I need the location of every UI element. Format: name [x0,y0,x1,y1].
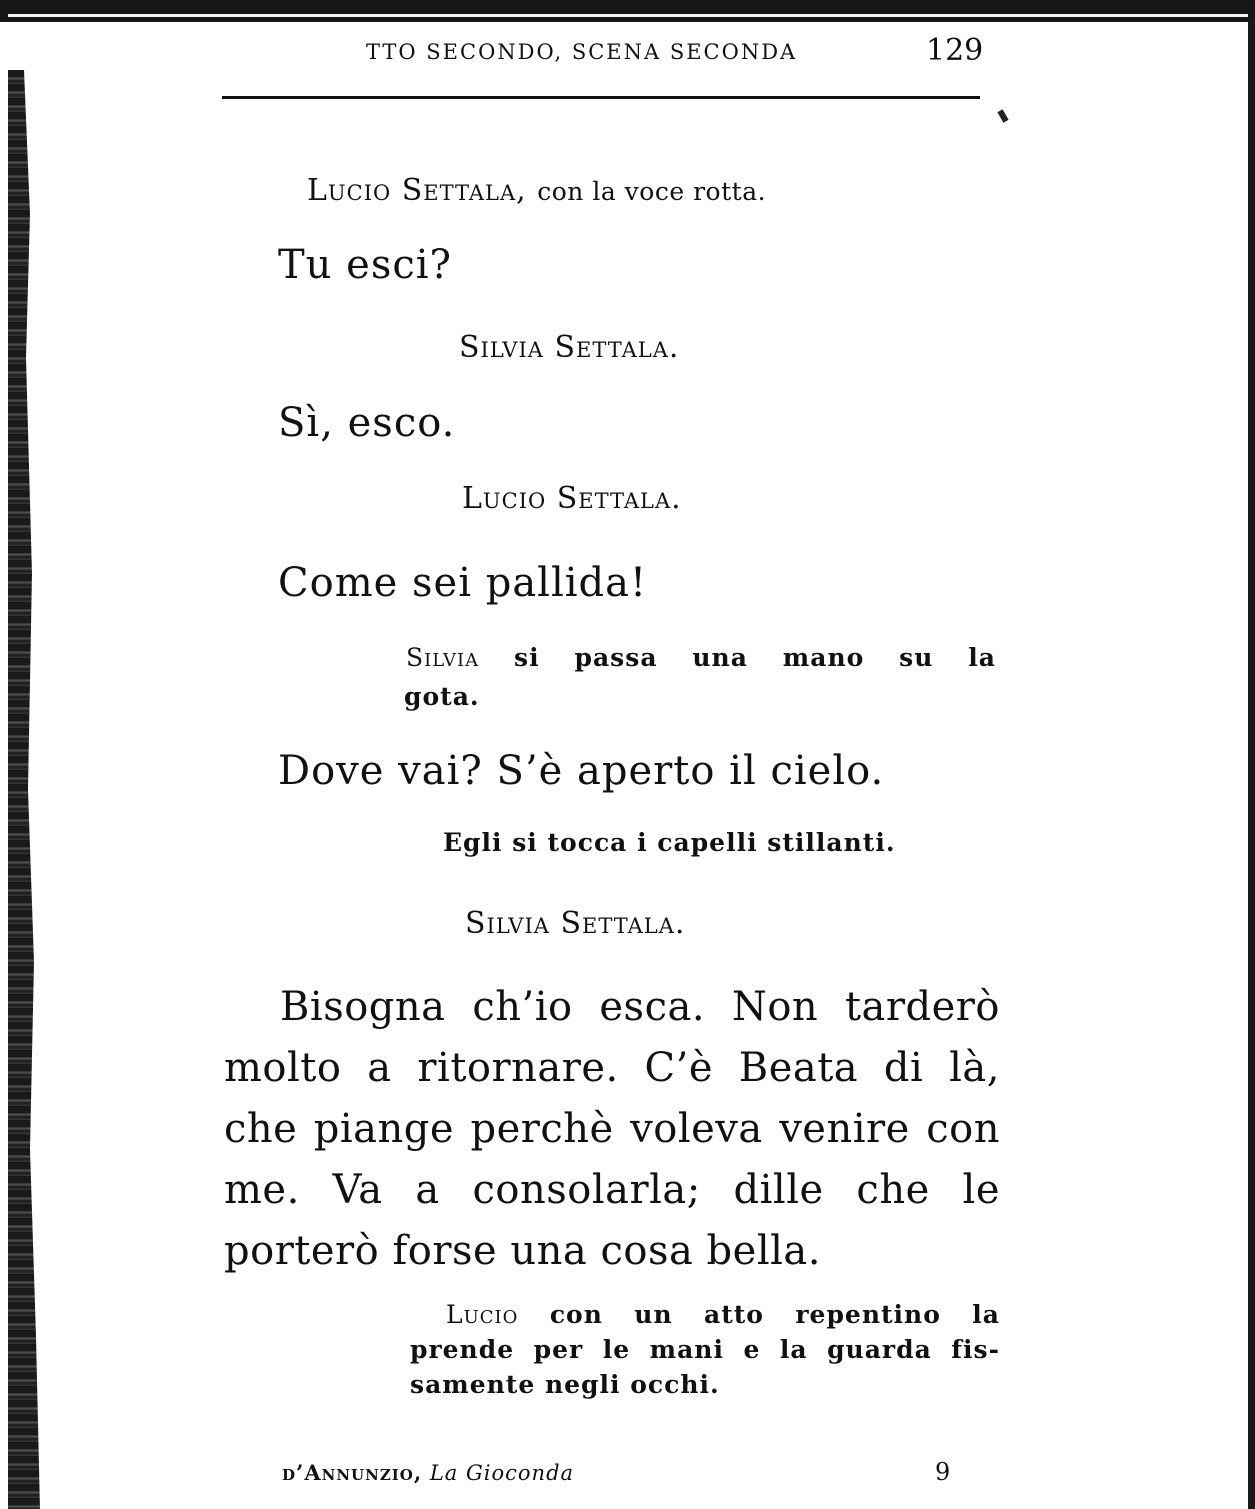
speech-line: Tu esci? [278,242,452,288]
scan-ink-mark [997,109,1008,122]
page-number: 129 [926,33,984,68]
character-name: Lucio [446,1300,519,1329]
footer-signature-mark: 9 [935,1458,951,1486]
scan-top-border-gap [8,14,1248,17]
speech-line: Sì, esco. [278,400,456,446]
stage-direction: Egli si tocca i capelli stillanti. [443,828,896,857]
speech-line: porterò forse una cosa bella. [224,1228,821,1274]
stage-direction-block [406,643,996,711]
stage-direction-line [446,1300,1000,1329]
speaker-name: Lucio Settala, [307,173,527,208]
stage-direction: con la voce rotta. [537,177,767,206]
speech-line: Bisogna ch’io esca. Non tarderò [280,984,1000,1030]
scan-right-edge [1248,20,1255,1509]
scan-top-border [0,0,1255,22]
speaker-heading: Lucio Settala. [462,481,682,516]
header-rule [222,96,980,99]
speech-line: me. Va a consolarla; dille che le [224,1167,1000,1213]
footer-signature-line [282,1460,574,1485]
speech-line: Come sei pallida! [278,560,648,606]
running-title: TTO SECONDO, SCENA SECONDA [366,40,798,64]
stage-direction-line: prende per le mani e la guarda fis- [410,1335,1000,1364]
scan-left-edge [8,70,48,1509]
footer-author: d’Annunzio, [282,1460,423,1485]
speech-line: molto a ritornare. C’è Beata di là, [224,1045,1000,1091]
stage-direction-line: samente negli occhi. [410,1370,720,1399]
footer-work-title: La Gioconda [429,1461,575,1485]
speaker-heading: Silvia Settala. [465,906,686,941]
character-name: Silvia [406,643,480,672]
speaker-heading [307,173,766,208]
stage-direction-line [406,643,996,672]
stage-direction-text: con un atto repentino la [549,1300,1000,1329]
speech-line: Dove vai? S’è aperto il cielo. [278,748,885,794]
speaker-heading: Silvia Settala. [459,330,680,365]
speech-line: che piange perchè voleva venire con [224,1106,1000,1152]
stage-direction-line: gota. [404,682,480,711]
stage-direction-text: si passa una mano su la [514,643,996,672]
stage-direction-block [410,1300,1000,1399]
